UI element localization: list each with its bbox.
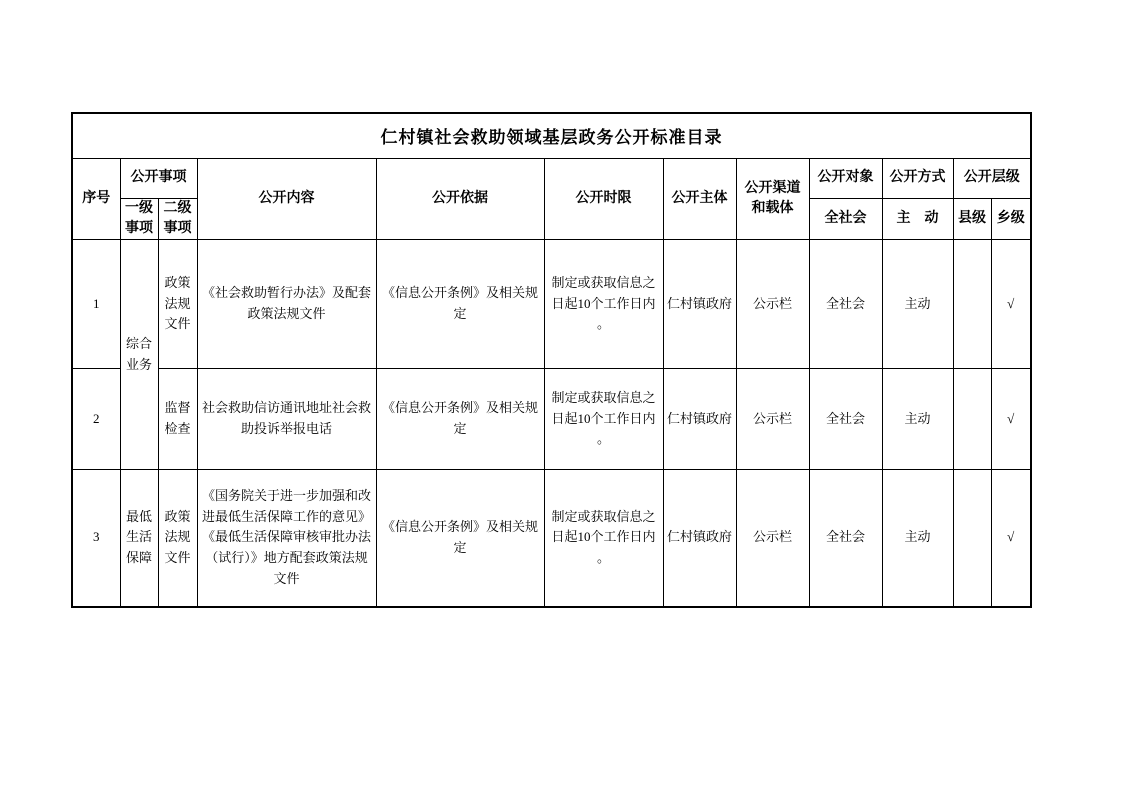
disclosure-standards-table — [71, 112, 1032, 608]
cell-township-check: √ — [991, 470, 1031, 607]
cell-time-limit: 制定或获取信息之日起10个工作日内。 — [544, 240, 663, 369]
cell-level1: 综合业务 — [120, 240, 158, 470]
table-row — [72, 470, 1031, 607]
cell-level2: 政策法规文件 — [158, 240, 197, 369]
cell-basis: 《信息公开条例》及相关规定 — [376, 470, 544, 607]
header-row-top — [72, 158, 1031, 198]
header-basis: 公开依据 — [376, 158, 544, 240]
cell-serial: 1 — [72, 240, 120, 369]
header-channel: 公开渠道和载体 — [736, 158, 809, 240]
header-level1: 一级事项 — [120, 198, 158, 240]
cell-serial: 3 — [72, 470, 120, 607]
header-township: 乡级 — [991, 198, 1031, 240]
cell-township-check: √ — [991, 240, 1031, 369]
cell-method: 主动 — [882, 470, 953, 607]
cell-content: 《国务院关于进一步加强和改进最低生活保障工作的意见》《最低生活保障审核审批办法（试行）》地方配套政策法规文件 — [197, 470, 376, 607]
cell-basis: 《信息公开条例》及相关规定 — [376, 240, 544, 369]
cell-content: 社会救助信访通讯地址社会救助投诉举报电话 — [197, 369, 376, 470]
cell-target: 全社会 — [809, 240, 882, 369]
header-time-limit: 公开时限 — [544, 158, 663, 240]
cell-township-check: √ — [991, 369, 1031, 470]
header-county: 县级 — [953, 198, 991, 240]
cell-serial: 2 — [72, 369, 120, 470]
table-row — [72, 240, 1031, 369]
cell-channel: 公示栏 — [736, 369, 809, 470]
header-target-scope: 全社会 — [809, 198, 882, 240]
cell-content: 《社会救助暂行办法》及配套政策法规文件 — [197, 240, 376, 369]
cell-target: 全社会 — [809, 470, 882, 607]
cell-basis: 《信息公开条例》及相关规定 — [376, 369, 544, 470]
header-subject: 公开主体 — [663, 158, 736, 240]
cell-level2: 政策法规文件 — [158, 470, 197, 607]
header-content: 公开内容 — [197, 158, 376, 240]
title-row — [72, 113, 1031, 158]
header-method-group: 公开方式 — [882, 158, 953, 198]
cell-county — [953, 470, 991, 607]
header-matter-group: 公开事项 — [120, 158, 197, 198]
table-title: 仁村镇社会救助领域基层政务公开标准目录 — [72, 113, 1031, 158]
cell-target: 全社会 — [809, 369, 882, 470]
cell-method: 主动 — [882, 369, 953, 470]
cell-channel: 公示栏 — [736, 240, 809, 369]
table-row — [72, 369, 1031, 470]
cell-level1: 最低生活保障 — [120, 470, 158, 607]
header-target-group: 公开对象 — [809, 158, 882, 198]
cell-subject: 仁村镇政府 — [663, 369, 736, 470]
cell-county — [953, 240, 991, 369]
cell-level2: 监督检查 — [158, 369, 197, 470]
cell-county — [953, 369, 991, 470]
header-level-group: 公开层级 — [953, 158, 1031, 198]
cell-time-limit: 制定或获取信息之日起10个工作日内。 — [544, 470, 663, 607]
cell-method: 主动 — [882, 240, 953, 369]
cell-channel: 公示栏 — [736, 470, 809, 607]
cell-subject: 仁村镇政府 — [663, 240, 736, 369]
header-level2: 二级事项 — [158, 198, 197, 240]
cell-subject: 仁村镇政府 — [663, 470, 736, 607]
header-method-mode: 主 动 — [882, 198, 953, 240]
cell-time-limit: 制定或获取信息之日起10个工作日内。 — [544, 369, 663, 470]
header-serial: 序号 — [72, 158, 120, 240]
